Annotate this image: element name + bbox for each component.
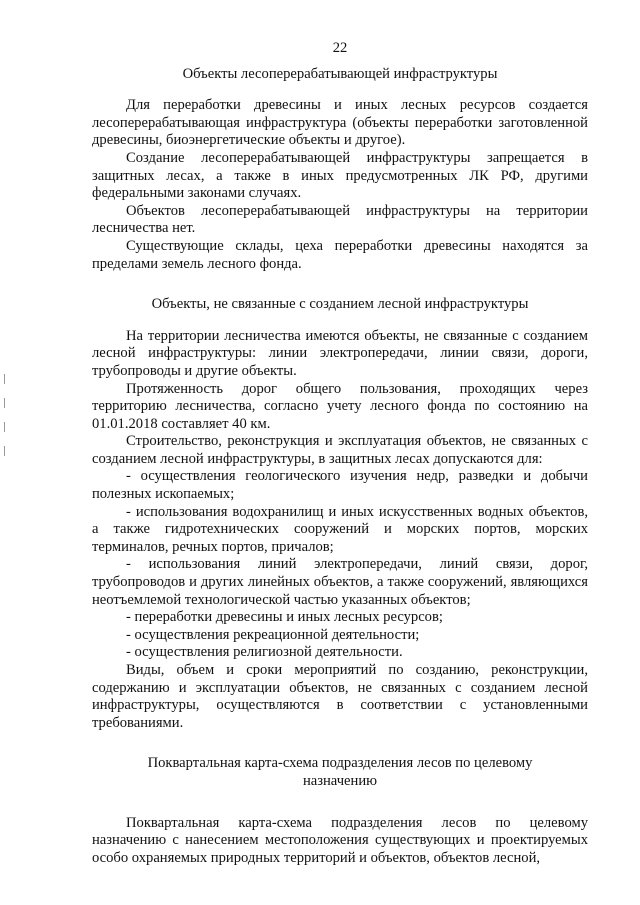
list-item: - использования водохранилищ и иных искусственных водных объектов, а также гидротехнических сооружений и морских портов, морских терминалов, речных портов, причалов; (92, 503, 588, 555)
paragraph: На территории лесничества имеются объекты, не связанные с созданием лесной инфраструктуры: линии электропередачи, линии связи, дороги, трубопроводы и другие объекты. (92, 327, 588, 379)
paragraph: Создание лесоперерабатывающей инфраструктуры запрещается в защитных лесах, а также в иных предусмотренных ЛК РФ, другими федеральными законами случаях. (92, 149, 588, 202)
list-item: - переработки древесины и иных лесных ресурсов; (126, 609, 443, 626)
margin-scan-marks (4, 374, 6, 474)
list-item: - осуществления рекреационной деятельности; (126, 626, 420, 643)
section-heading-non-forest-objects: Объекты, не связанные с созданием лесной инфраструктуры (151, 296, 529, 313)
page-number: 22 (332, 40, 348, 56)
paragraph: Поквартальная карта-схема подразделения лесов по целевому назначению с нанесением местоположения существующих и проектируемых особо охраняемых природных территорий и объектов, объектов лесной, (92, 814, 588, 866)
paragraph: Виды, объем и сроки мероприятий по созданию, реконструкции, содержанию и эксплуатации объектов, не связанных с созданием лесной инфраструктуры, осуществляются в соответствии с установленными требованиями. (92, 662, 588, 731)
paragraph: Для переработки древесины и иных лесных ресурсов создается лесоперерабатывающая инфраструктура (объекты переработки заготовленной древесины, биоэнергетические объекты и другое). (92, 97, 588, 149)
paragraph: Существующие склады, цеха переработки древесины находятся за пределами земель лесного фонда. (92, 237, 588, 272)
list-item: - использования линий электропередачи, линий связи, дорог, трубопроводов и других линейных объектов, а также сооружений, являющихся неотъемлемой технологической частью указанных объектов; (92, 556, 588, 608)
document-page (92, 40, 588, 867)
paragraph: Строительство, реконструкция и эксплуатация объектов, не связанных с созданием лесной инфраструктуры, в защитных лесах допускаются для: (92, 433, 588, 467)
section-heading-quarterly-map: Поквартальная карта-схема подразделения лесов по целевому назначению (147, 755, 533, 789)
paragraph: Протяженность дорог общего пользования, проходящих через территорию лесничества, согласно учету лесного фонда по состоянию на 01.01.2018 составляет 40 км. (92, 380, 588, 432)
list-item: - осуществления религиозной деятельности. (126, 644, 403, 661)
section-heading-processing-infrastructure: Объекты лесоперерабатывающей инфраструктуры (182, 65, 498, 82)
list-item: - осуществления геологического изучения недр, разведки и добычи полезных ископаемых; (92, 468, 588, 503)
paragraph: Объектов лесоперерабатывающей инфраструктуры на территории лесничества нет. (92, 202, 588, 237)
